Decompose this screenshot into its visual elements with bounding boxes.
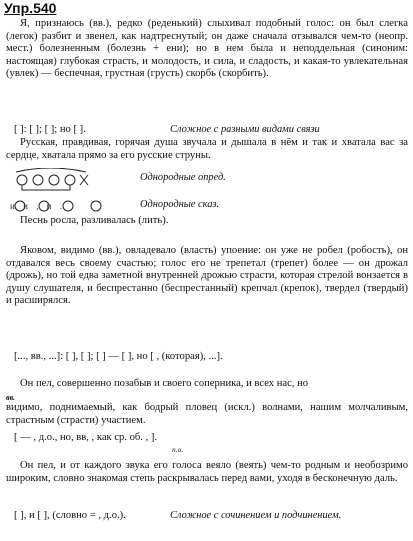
paragraph-4-rest: видимо, поднимаемый, как бодрый пловец (искл.) волнами, нашим молчаливым, страстным (страсти) участием. xyxy=(6,402,408,426)
scheme-5-label: Сложное с сочинением и подчинением. xyxy=(170,510,342,521)
scheme-4: [ — , д.о., но, вв, , как ср. об. , ]. xyxy=(14,432,158,443)
homogeneous-attributes-diagram xyxy=(10,168,130,192)
exercise-title: Упр.540 xyxy=(4,0,57,16)
diagram-2-connectors: и и , и . xyxy=(10,201,65,211)
scheme-4-sub: п.о. xyxy=(172,445,184,454)
diagram-1-label: Однородные опред. xyxy=(140,172,226,183)
scheme-3: [..., вв., ...]: [ ], [ ]; [ ] — [ ], но [ , (которая), ...]. xyxy=(14,351,223,362)
scheme-1: [ ]: [ ]; [ ]; но [ ]. xyxy=(14,124,86,135)
paragraph-5: Он пел, и от каждого звука его голоса веяло (веять) чем-то родным и необозримо широким, словно знакомая степь раскрывалась перед вами, уходя в бесконечную даль. xyxy=(6,460,408,484)
paragraph-4-line-1: Он пел, совершенно позабыв и своего соперника, и всех нас, но xyxy=(20,378,309,389)
vv-mark: вв. xyxy=(6,393,16,402)
paragraph-1: Я, признаюсь (вв.), редко (реденький) слыхивал подобный голос: он был слегка (легок) разбит и звенел, как надтреснутый; он даже сначала отзывался чем-то (неопр. мест.) болезненным (болезнь + ени); но в нем была и неподдельная (синоним: настоящая) глубокая страсть, и молодость, и сила, и сладость, и какая-то увлекательная (увлек) — беспечная, грустная (грусть) скорбь (скорбить). xyxy=(6,18,408,80)
paragraph-3: Яковом, видимо (вв.), овладевало (власть) упоение: он уже не робел (робость), он отдавался весь своему счастью; голос его не трепетал (трепет) более — он дрожал (дрожь), но той едва заметной внутренней дрожью страсти, которая стрелой вонзается в душу слушателя, и беспрестанно (беспрестанный) крепчал (крепок), твердел (твердый) и расширялся. xyxy=(6,245,408,307)
paragraph-2: Русская, правдивая, горячая душа звучала и дышала в нём и так и хватала вас за сердце, хватала прямо за его русские струны. xyxy=(6,137,408,161)
scheme-1-label: Сложное с разными видами связи xyxy=(170,124,320,135)
scheme-5: [ ], и [ ], (словно = , д.о.). xyxy=(14,510,126,521)
diagram-2-label: Однородные сказ. xyxy=(140,199,220,210)
example-sentence: Песнь росла, разливалась (лить). xyxy=(20,215,169,226)
